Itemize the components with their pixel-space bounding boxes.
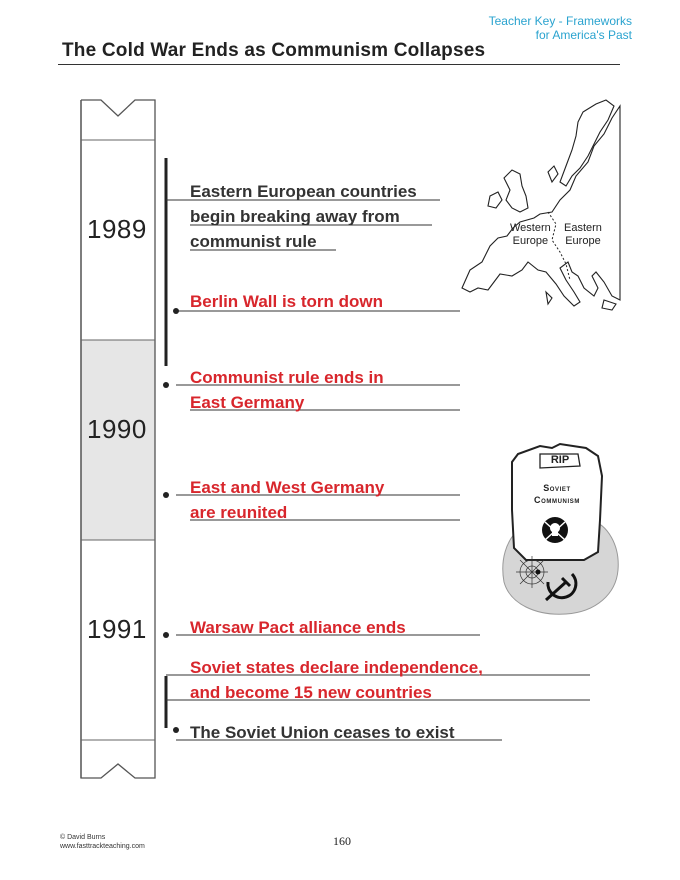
year-label-1989: 1989 bbox=[87, 214, 147, 244]
event-berlin-wall: Berlin Wall is torn down bbox=[190, 292, 383, 311]
map-label-western-europe: Western Europe bbox=[510, 222, 551, 247]
event-soviet-union-ends: The Soviet Union ceases to exist bbox=[190, 723, 455, 742]
event-soviet-states: Soviet states declare independence, and become 15 new countries bbox=[190, 658, 483, 702]
event-warsaw-pact: Warsaw Pact alliance ends bbox=[190, 618, 406, 637]
event-germany-reunited: East and West Germany are reunited bbox=[190, 478, 385, 522]
teacher-key-line2: for America's Past bbox=[535, 28, 632, 42]
footer-credit bbox=[60, 833, 145, 851]
year-label-1991: 1991 bbox=[87, 614, 147, 644]
tombstone-rip: RIP bbox=[550, 454, 570, 466]
teacher-key-line1: Teacher Key - Frameworks bbox=[488, 14, 632, 28]
event-eastern-europe: Eastern European countries begin breaking away from communist rule bbox=[190, 182, 417, 251]
europe-map bbox=[462, 100, 620, 310]
great-britain bbox=[504, 170, 528, 212]
page-number: 160 bbox=[333, 834, 351, 848]
event-east-germany: Communist rule ends in East Germany bbox=[190, 368, 384, 412]
page-title: The Cold War Ends as Communism Collapses bbox=[62, 40, 486, 61]
map-label-eastern-europe: Eastern Europe bbox=[564, 222, 602, 247]
tombstone-inscription: Soviet Communism bbox=[534, 483, 580, 505]
footer-copyright: © David Burns bbox=[60, 834, 106, 841]
event-dots bbox=[163, 308, 179, 733]
footer-website: www.fasttrackteaching.com bbox=[60, 843, 145, 850]
year-label-1990: 1990 bbox=[87, 414, 147, 444]
ireland bbox=[488, 192, 502, 208]
tombstone-illustration bbox=[503, 444, 618, 614]
